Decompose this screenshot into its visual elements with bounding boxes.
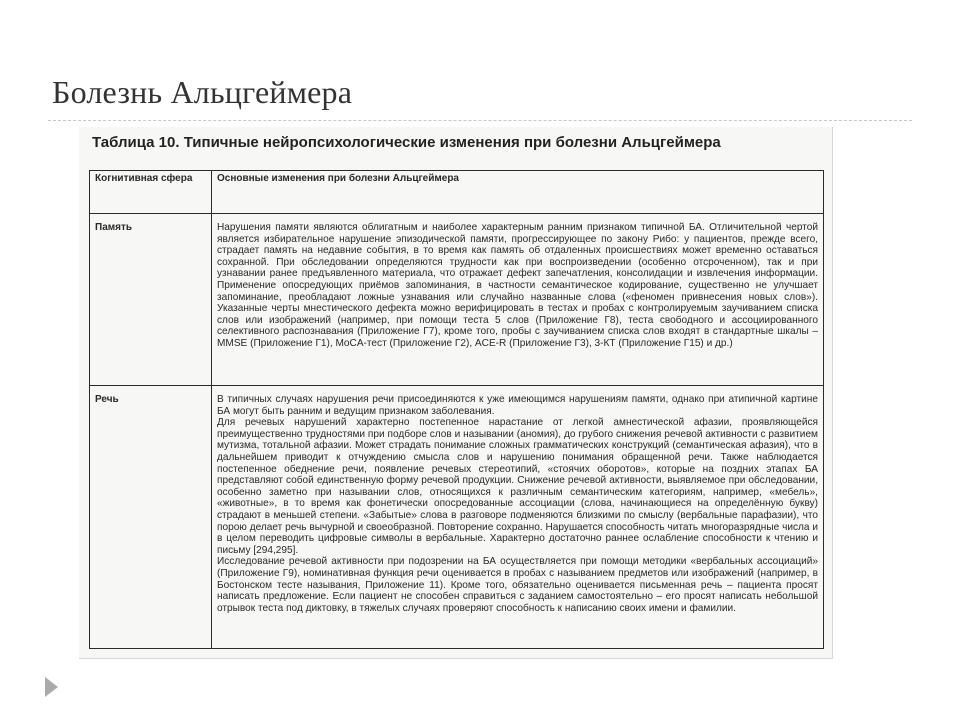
description-cell-speech [212, 386, 824, 649]
document-scan [79, 127, 833, 659]
table-header-row [90, 171, 824, 214]
sphere-cell-speech: Речь [90, 386, 212, 649]
header-sphere: Когнитивная сфера [90, 171, 212, 214]
table-row [90, 214, 824, 386]
description-cell-memory [212, 214, 824, 386]
description-paragraph: Исследование речевой активности при подозрении на БА осуществляется при помощи методики «вербальных ассоциаций» (Приложение Г9), номинативная функция речи оценивается в пробах с называнием предметов или изображений (например, в Бостонском тесте называния, Приложение 11). Кроме того, обязательно оценивается письменная речь – пациента просят написать предложение. Если пациент не способен справиться с заданием самостоятельно – его просят написать небольшой отрывок теста под диктовку, в тяжелых случаях проверяют способность к написанию своих имени и фамилии. [217, 556, 818, 614]
triangle-right-icon [45, 677, 58, 697]
description-paragraph: Для речевых нарушений характерно постепенное нарастание от легкой амнестической афазии, проявляющейся преимущественно трудностями при подборе слов и назывании (аномия), до грубого снижения речевой активности с развитием мутизма, тотальной афазии. Может страдать понимание сложных грамматических конструкций (семантическая афазия), что в дальнейшем приводит к отчуждению смысла слов и нарушению понимания обращенной речи. Также наблюдается постепенное обеднение речи, появление речевых стереотипий, «стоячих оборотов», которые на поздних этапах БА представляют собой единственную форму речевой продукции. Снижение речевой активности, выявляемое при обследовании, особенно заметно при назывании слов, относящихся к различным семантическим категориям, например, «мебель», «животные», в то время как фонетически опосредованные ассоциации (слова, начинающиеся на определённую букву) страдают в меньшей степени. «Забытые» слова в разговоре подменяются близкими по смыслу (вербальные парафазии), что порою делает речь вычурной и своеобразной. Повторение сохранно. Нарушается способность читать многоразрядные числа и в целом переводить цифровые символы в вербальные. Характерно достаточно раннее ослабление способности к чтению и письму [294,295]. [217, 417, 818, 556]
slide-title: Болезнь Альцгеймера [52, 74, 353, 110]
header-changes: Основные изменения при болезни Альцгеймера [212, 171, 824, 214]
description-paragraph: Нарушения памяти являются облигатным и наиболее характерным ранним признаком типичной БА. Отличительной чертой является избирательное нарушение эпизодической памяти, прогрессирующее по закону Рибо: у пациентов, прежде всего, страдает память на недавние события, в то время как память об отдаленных происшествиях может временно оставаться сохранной. При обследовании определяются трудности как при воспроизведении (особенно отсроченном), так и при узнавании ранее предъявленного материала, что отражает дефект запечатления, консолидации и извлечения информации. Применение опосредующих приёмов запоминания, в частности семантическое кодирование, существенно не улучшает запоминание, преобладают ложные узнавания или случайно названные слова («феномен привнесения новых слов»). Указанные черты мнестического дефекта можно верифицировать в тестах и пробах с контролируемым заучиванием списка слов или изображений (например, при помощи теста 5 слов (Приложение Г8), теста свободного и ассоциированного селективного распознавания (Приложение Г7), кроме того, пробы с заучиванием списка слов входят в стандартные шкалы – MMSE (Приложение Г1), MoCA-тест (Приложение Г2), ACE-R (Приложение Г3), 3-КТ (Приложение Г15) и др.) [217, 222, 818, 349]
sphere-cell-memory: Память [90, 214, 212, 386]
neuropsych-table [89, 170, 824, 649]
table-row [90, 386, 824, 649]
description-paragraph: В типичных случаях нарушения речи присоединяются к уже имеющимся нарушениям памяти, однако при атипичной картине БА могут быть ранним и ведущим признаком заболевания. [217, 394, 818, 417]
title-divider [48, 120, 912, 121]
table-caption: Таблица 10. Типичные нейропсихологические изменения при болезни Альцгеймера [92, 134, 721, 151]
